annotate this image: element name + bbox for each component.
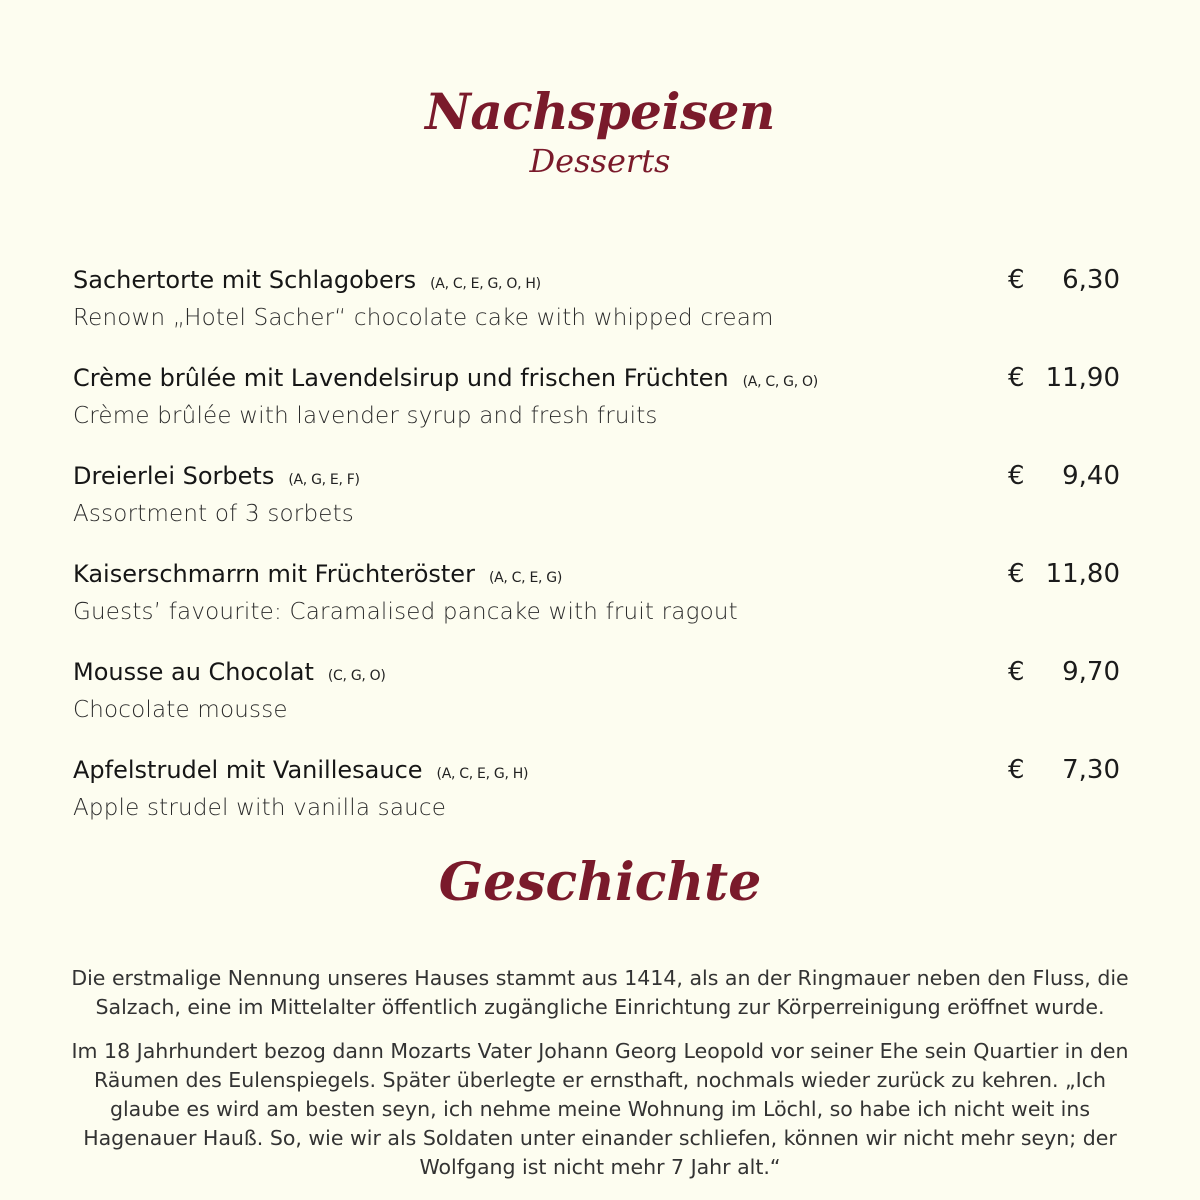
price-amount: 9,40 bbox=[1062, 461, 1120, 491]
price-amount: 9,70 bbox=[1062, 657, 1120, 687]
menu-item-allergens: (A, C, E, G, H) bbox=[436, 766, 529, 782]
price-amount: 11,80 bbox=[1045, 559, 1120, 589]
menu-item bbox=[73, 752, 1120, 850]
currency-symbol: € bbox=[1008, 755, 1025, 785]
price-amount: 6,30 bbox=[1062, 265, 1120, 295]
menu-item-allergens: (C, G, O) bbox=[327, 668, 386, 684]
menu-item bbox=[73, 458, 1120, 556]
menu-item-name: Crème brûlée mit Lavendelsirup und frischen Früchten bbox=[73, 364, 729, 392]
menu-item bbox=[73, 360, 1120, 458]
history-paragraph: Die erstmalige Nennung unseres Hauses stammt aus 1414, als an der Ringmauer neben den Fluss, die Salzach, eine im Mittelalter öffentlich zugängliche Einrichtung zur Körperreinigung eröffnet wurde. bbox=[71, 966, 1129, 1019]
dessert-menu bbox=[73, 262, 1120, 850]
menu-item-allergens: (A, C, E, G, O, H) bbox=[430, 276, 541, 292]
menu-item-allergens: (A, C, G, O) bbox=[742, 374, 818, 390]
menu-item-name: Kaiserschmarrn mit Früchteröster bbox=[73, 560, 475, 588]
menu-item-description: Assortment of 3 sorbets bbox=[73, 501, 354, 527]
menu-item-allergens: (A, G, E, F) bbox=[288, 472, 360, 488]
page-subtitle: Desserts bbox=[529, 142, 671, 180]
menu-item-name: Sachertorte mit Schlagobers bbox=[73, 266, 417, 294]
menu-item-allergens: (A, C, E, G) bbox=[488, 570, 563, 586]
currency-symbol: € bbox=[1008, 559, 1025, 589]
currency-symbol: € bbox=[1008, 265, 1025, 295]
page-title: Nachspeisen bbox=[425, 82, 775, 141]
menu-item-description: Guests’ favourite: Caramalised pancake with fruit ragout bbox=[73, 599, 738, 625]
menu-item-name: Apfelstrudel mit Vanillesauce bbox=[73, 756, 423, 784]
menu-item-name: Mousse au Chocolat bbox=[73, 658, 314, 686]
history-paragraph: Im 18 Jahrhundert bezog dann Mozarts Vater Johann Georg Leopold vor seiner Ehe sein Quartier in den Räumen des Eulenspiegels. Später überlegte er ernsthaft, nochmals wieder zurück zu kehren. „Ich glaube es wird am besten seyn, ich nehme meine Wohnung im Löchl, so habe ich nicht weit ins Hagenauer Hauß. So, wie wir als Soldaten unter einander schliefen, können wir nicht mehr seyn; der Wolfgang ist nicht mehr 7 Jahr alt.“ bbox=[71, 1039, 1129, 1179]
menu-item bbox=[73, 556, 1120, 654]
menu-item-name: Dreierlei Sorbets bbox=[73, 462, 275, 490]
menu-item-description: Crème brûlée with lavender syrup and fresh fruits bbox=[73, 403, 658, 429]
price-amount: 7,30 bbox=[1062, 755, 1120, 785]
menu-item bbox=[73, 654, 1120, 752]
menu-item-description: Apple strudel with vanilla sauce bbox=[73, 795, 447, 821]
currency-symbol: € bbox=[1008, 363, 1025, 393]
menu-item-description: Renown „Hotel Sacher“ chocolate cake with whipped cream bbox=[73, 305, 774, 331]
history-title: Geschichte bbox=[438, 852, 762, 913]
currency-symbol: € bbox=[1008, 461, 1025, 491]
price-amount: 11,90 bbox=[1045, 363, 1120, 393]
menu-item bbox=[73, 262, 1120, 360]
menu-item-description: Chocolate mousse bbox=[73, 697, 288, 723]
currency-symbol: € bbox=[1008, 657, 1025, 687]
